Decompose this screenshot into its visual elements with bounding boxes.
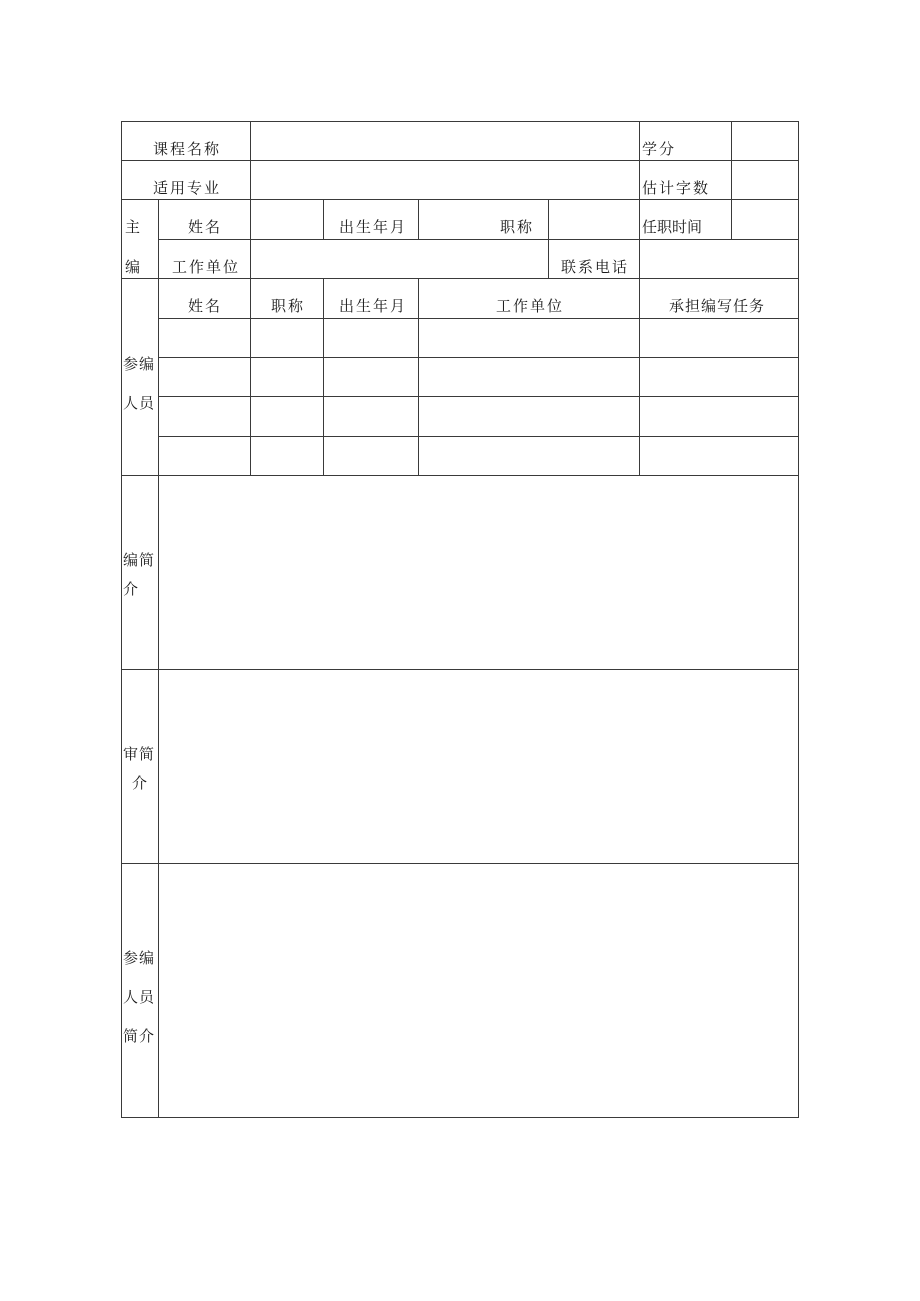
chief-phone-label: 联系电话: [561, 258, 630, 276]
chief-birth-label: 出生年月: [339, 218, 408, 236]
rule: [121, 1117, 799, 1118]
credit-label: 学分: [642, 140, 677, 158]
co-editor-intro-label-line2: 人员: [123, 988, 156, 1006]
rule: [323, 199, 324, 239]
editor-intro-field[interactable]: [159, 476, 798, 669]
co-header-workplace: 工作单位: [496, 297, 565, 315]
reviewer-intro-label-line2: 介: [132, 774, 150, 792]
credit-field[interactable]: [732, 122, 798, 160]
co-editor-intro-field[interactable]: [159, 864, 798, 1117]
editor-intro-label-line1: 编简: [123, 551, 156, 569]
rule: [548, 239, 549, 278]
major-label: 适用专业: [153, 179, 222, 197]
co-row-2[interactable]: [159, 358, 798, 396]
rule: [158, 199, 159, 278]
rule: [121, 278, 799, 279]
co-editors-label-line2: 人员: [123, 394, 156, 412]
chief-tenure-field[interactable]: [732, 200, 798, 239]
chief-name-field[interactable]: [251, 200, 323, 239]
reviewer-intro-field[interactable]: [159, 670, 798, 863]
co-editors-label-line1: 参编: [123, 355, 156, 373]
chief-phone-field[interactable]: [640, 240, 798, 278]
co-header-title: 职称: [271, 297, 306, 315]
chief-workplace-field[interactable]: [251, 240, 548, 278]
rule: [639, 121, 640, 199]
co-header-task: 承担编写任务: [669, 297, 766, 315]
co-editor-intro-label-line3: 简介: [123, 1027, 156, 1045]
co-row-3[interactable]: [159, 397, 798, 436]
co-row-1[interactable]: [159, 319, 798, 357]
editor-intro-label-line2: 介: [123, 580, 141, 598]
course-name-label: 课程名称: [153, 140, 222, 158]
chief-birth-field[interactable]: [419, 200, 479, 239]
chief-editor-label-line2: 编: [125, 258, 143, 276]
rule: [798, 121, 799, 1118]
co-row-4[interactable]: [159, 437, 798, 475]
chief-workplace-label: 工作单位: [172, 258, 241, 276]
co-header-birth: 出生年月: [339, 297, 408, 315]
chief-tenure-label: 任职时间: [642, 218, 703, 236]
rule: [121, 121, 122, 1118]
chief-title-label: 职称: [500, 218, 535, 236]
chief-name-label: 姓名: [188, 218, 223, 236]
chief-editor-label-line1: 主: [125, 218, 143, 236]
major-field[interactable]: [251, 161, 639, 199]
word-count-field[interactable]: [732, 161, 798, 199]
reviewer-intro-label-line1: 审简: [123, 745, 156, 763]
co-editor-intro-label-line1: 参编: [123, 949, 156, 967]
co-header-name: 姓名: [188, 297, 223, 315]
chief-title-field[interactable]: [549, 200, 639, 239]
course-name-field[interactable]: [251, 122, 639, 160]
word-count-label: 估计字数: [642, 179, 711, 197]
